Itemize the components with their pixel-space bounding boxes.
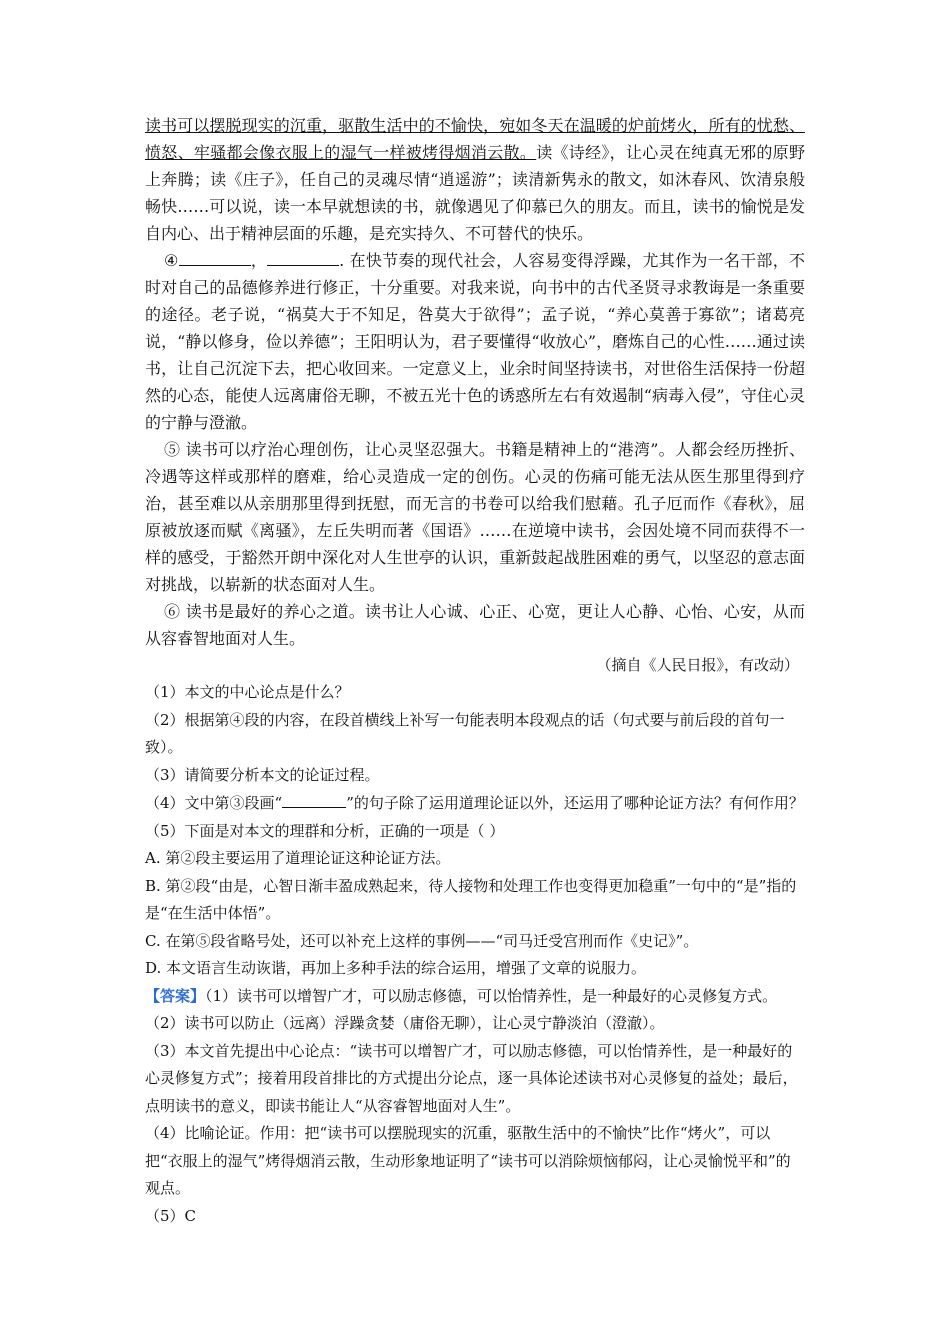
- answer-3: （3）本文首先提出中心论点：“读书可以增智广才，可以励志修德，可以怡情养性，是一种最好的心灵修复方式”；接着用段首排比的方式提出分论点，逐一具体论述读书对心灵修复的益处；最后，点明读书的意义，即读书能让人“从容睿智地面对人生”。: [145, 1041, 798, 1115]
- answer-2: （2）读书可以防止（远离）浮躁贪婪（庸俗无聊），让心灵宁静淡泊（澄澈）。: [145, 1014, 665, 1032]
- option-d: D. 本文语言生动诙谐，再加上多种手法的综合运用，增强了文章的说服力。: [145, 959, 647, 977]
- question-1: （1）本文的中心论点是什么？: [145, 683, 350, 701]
- answer-tag: 【答案】: [145, 986, 206, 1005]
- paragraph-6: ⑥ 读书是最好的养心之道。读书让人心诚、心正、心宽，更让人心静、心怡、心安，从而从容睿智地面对人生。: [145, 602, 805, 648]
- paragraph-4-text: . 在快节奏的现代社会，人容易变得浮躁，尤其作为一名干部，不时对自己的品德修养进行修正，十分重要。对我来说，向书中的古代圣贤寻求教诲是一条重要的途径。老子说，“祸莫大于不知足，咎莫大于欲得”；孟子说，“养心莫善于寡欲”；诸葛亮说，“静以修身，俭以养德”；王阳明认为，君子要懂得“收放心”，磨炼自己的心性……通过读书，让自己沉淀下去，把心收回来。一定意义上，业余时间坚持读书，对世俗生活保持一份超然的心态，能使人远离庸俗无聊，不被五光十色的诱惑所左右有效遏制“病毒入侵”，守住心灵的宁静与澄澈。: [145, 251, 805, 432]
- underlined-sentence: 读书可以摆脱现实的沉重，驱散生活中的不愉快，宛如冬天在温暖的炉前烤火，所有的忧愁、愤怒、牢骚都会像衣服上的湿气一样被烤得烟消云散。: [145, 116, 805, 162]
- answer-5: （5）C: [145, 1206, 197, 1225]
- fill-blank: [282, 789, 346, 808]
- answer-1: [145, 983, 805, 1011]
- question-2: （2）根据第④段的内容，在段首横线上补写一句能表明本段观点的话（句式要与前后段的首句一致）。: [145, 710, 785, 756]
- question-4-start: （4）文中第③段画“: [145, 794, 283, 812]
- question-4: [145, 789, 805, 818]
- question-5: （5）下面是对本文的理群和分析，正确的一项是（ ）: [145, 821, 505, 840]
- answer-1-text: （1）读书可以增智广才，可以励志修德，可以怡情养性，是一种最好的心灵修复方式。: [205, 986, 778, 1005]
- paragraph-3: [145, 112, 805, 247]
- paragraph-number: ④: [164, 251, 179, 270]
- fill-blank: [179, 247, 251, 266]
- option-c: C. 在第⑤段省略号处，还可以补充上这样的事例——“司马迁受宫刑而作《史记》”。: [145, 931, 699, 950]
- paragraph-3-rest: 读《诗经》，让心灵在纯真无邪的原野上奔腾；读《庄子》，任自己的灵魂尽情“逍遥游”；读清新隽永的散文，如沐春风、饮清泉般畅快……可以说，读一本早就想读的书，就像遇见了仰慕已久的朋友。而且，读书的愉悦是发自内心、出于精神层面的乐趣，是充实持久、不可替代的快乐。: [145, 143, 805, 243]
- fill-blank: [267, 247, 339, 266]
- question-3: （3）请简要分析本文的论证过程。: [145, 765, 380, 784]
- paragraph-4: [145, 247, 805, 436]
- answer-4: （4）比喻论证。作用：把“读书可以摆脱现实的沉重，驱散生活中的不愉快”比作“烤火”，可以把“衣服上的湿气”烤得烟消云散，生动形象地证明了“读书可以消除烦恼郁闷，让心灵愉悦平和”的观点。: [145, 1124, 791, 1197]
- question-4-end: ”的句子除了运用道理论证以外，还运用了哪种论证方法？有何作用？: [346, 794, 804, 812]
- paragraph-5: ⑤ 读书可以疗治心理创伤，让心灵坚忍强大。书籍是精神上的“港湾”。人都会经历挫折、冷遇等这样或那样的磨难，给心灵造成一定的创伤。心灵的伤痛可能无法从医生那里得到疗治，甚至难以从亲朋那里得到抚慰，而无言的书卷可以给我们慰藉。孔子厄而作《春秋》，屈原被放逐而赋《离骚》，左丘失明而著《国语》……在逆境中读书，会因处境不同而获得不一样的感受，于豁然开朗中深化对人生世亭的认识，重新鼓起战胜困难的勇气，以坚忍的意志面对挑战，以崭新的状态面对人生。: [145, 440, 805, 594]
- document-page: [145, 112, 805, 1230]
- option-b: B. 第②段“由是，心智日渐丰盈成熟起来，待人接物和处理工作也变得更加稳重”一句中的“是”指的是“在生活中体悟”。: [145, 876, 797, 922]
- blank-separator: ，: [250, 251, 268, 270]
- source-note: （摘自《人民日报》，有改动）: [596, 656, 799, 674]
- option-a: A. 第②段主要运用了道理论证这种论证方法。: [145, 849, 451, 867]
